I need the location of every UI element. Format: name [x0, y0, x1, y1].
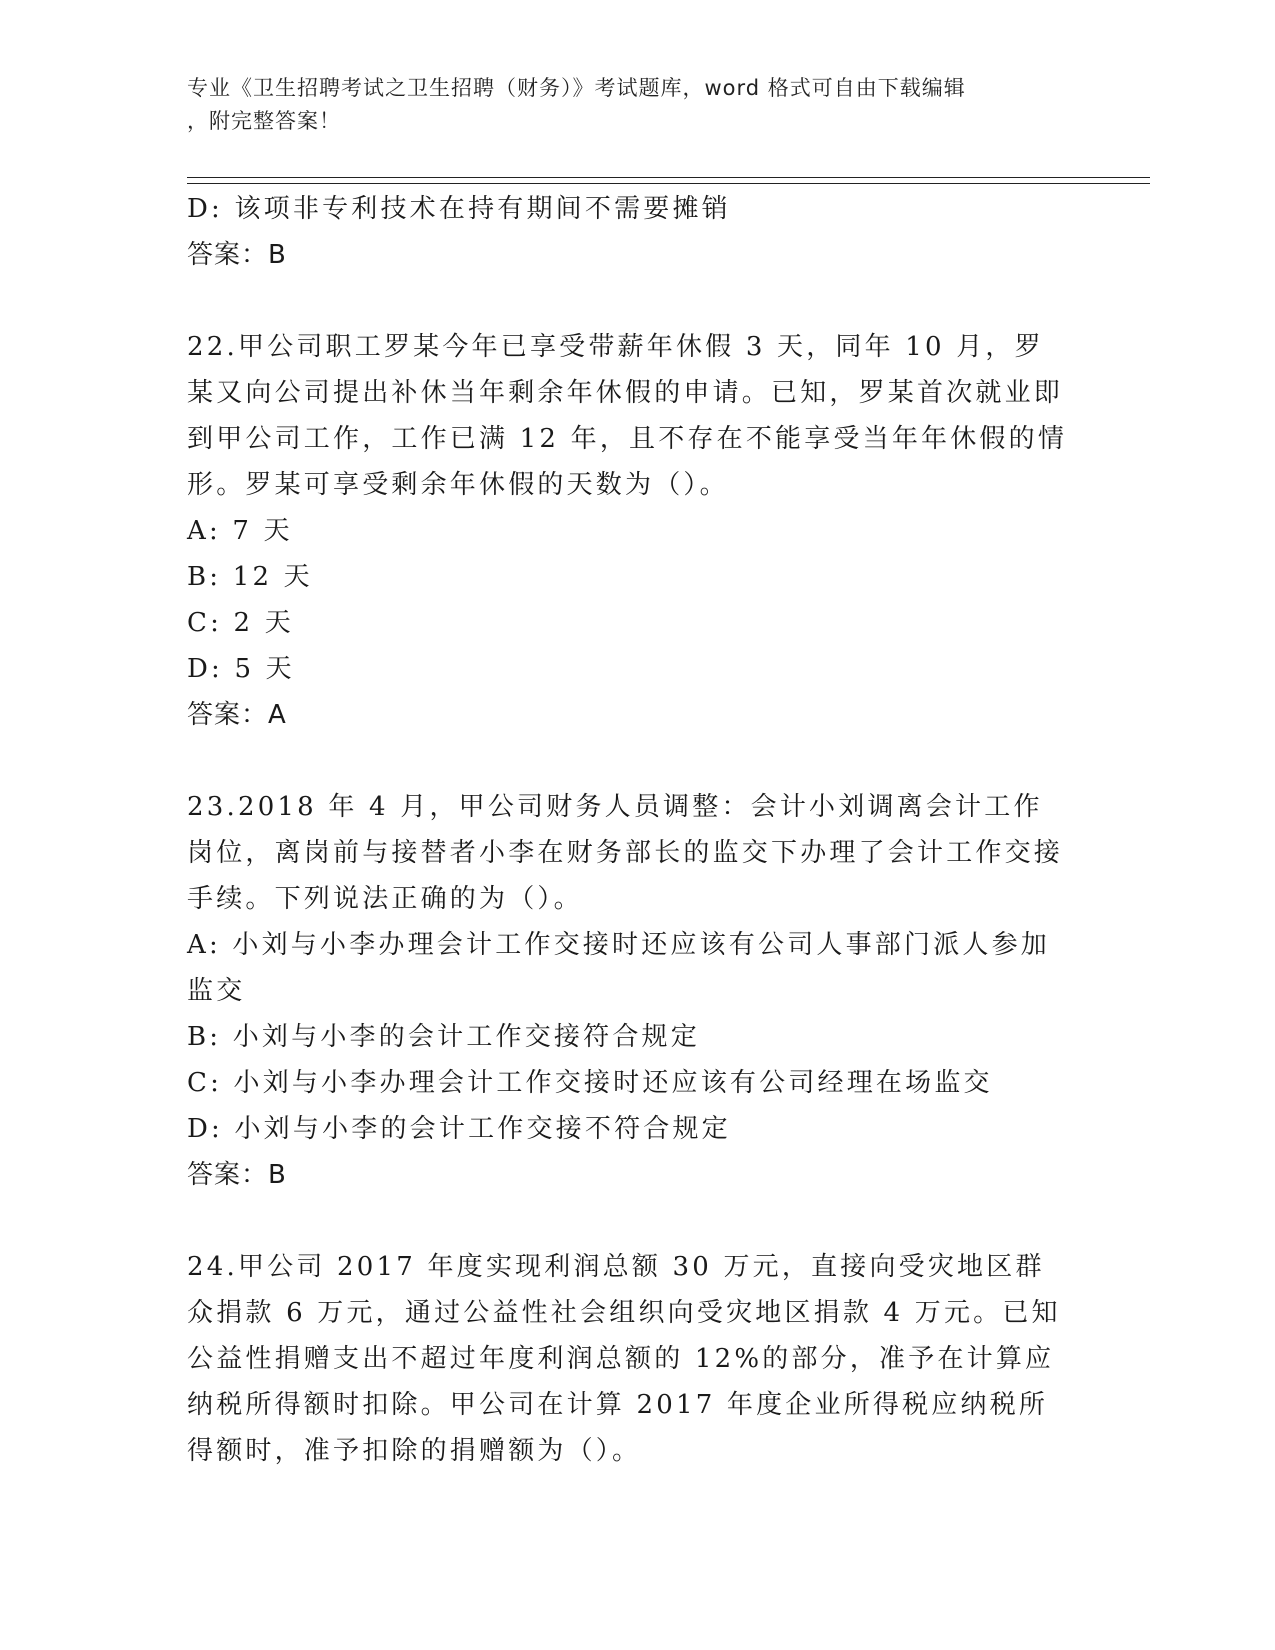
prev-option-d: D: 该项非专利技术在持有期间不需要摊销: [187, 194, 731, 224]
question-23-answer: 答案：B: [187, 1160, 287, 1190]
question-22-option-d: D: 5 天: [187, 654, 295, 684]
header-divider: [187, 177, 1150, 184]
question-content: [187, 186, 1067, 1474]
question-22-option-b: B: 12 天: [187, 562, 313, 592]
document-header: [187, 72, 1087, 138]
question-23-stem: 23.2018 年 4 月，甲公司财务人员调整：会计小刘调离会计工作岗位，离岗前与接替者小李在财务部长的监交下办理了会计工作交接手续。下列说法正确的为（）。: [187, 792, 1064, 914]
question-23-option-c: C: 小刘与小李办理会计工作交接时还应该有公司经理在场监交: [187, 1068, 993, 1098]
header-line-2: ，附完整答案！: [187, 109, 341, 133]
question-24-stem: 24.甲公司 2017 年度实现利润总额 30 万元，直接向受灾地区群众捐款 6 万元，通过公益性社会组织向受灾地区捐款 4 万元。已知公益性捐赠支出不超过年度利润总额的 12%的部分，准予在计算应纳税所得额时扣除。甲公司在计算 2017 年度企业所得税应纳税所得额时，准予扣除的捐赠额为（）。: [187, 1252, 1061, 1466]
question-22-option-a: A: 7 天: [187, 516, 293, 546]
question-22-answer: 答案：A: [187, 700, 287, 730]
question-22-option-c: C: 2 天: [187, 608, 294, 638]
question-23-option-a: A: 小刘与小李办理会计工作交接时还应该有公司人事部门派人参加监交: [187, 930, 1051, 1006]
header-line-1: 专业《卫生招聘考试之卫生招聘（财务）》考试题库，word 格式可自由下载编辑: [187, 76, 966, 100]
prev-answer: 答案：B: [187, 240, 287, 270]
question-22-stem: 22.甲公司职工罗某今年已享受带薪年休假 3 天，同年 10 月，罗某又向公司提出补休当年剩余年休假的申请。已知，罗某首次就业即到甲公司工作，工作已满 12 年，且不存在不能享受当年年休假的情形。罗某可享受剩余年休假的天数为（）。: [187, 332, 1068, 500]
question-23-option-d: D: 小刘与小李的会计工作交接不符合规定: [187, 1114, 731, 1144]
question-23-option-b: B: 小刘与小李的会计工作交接符合规定: [187, 1022, 700, 1052]
